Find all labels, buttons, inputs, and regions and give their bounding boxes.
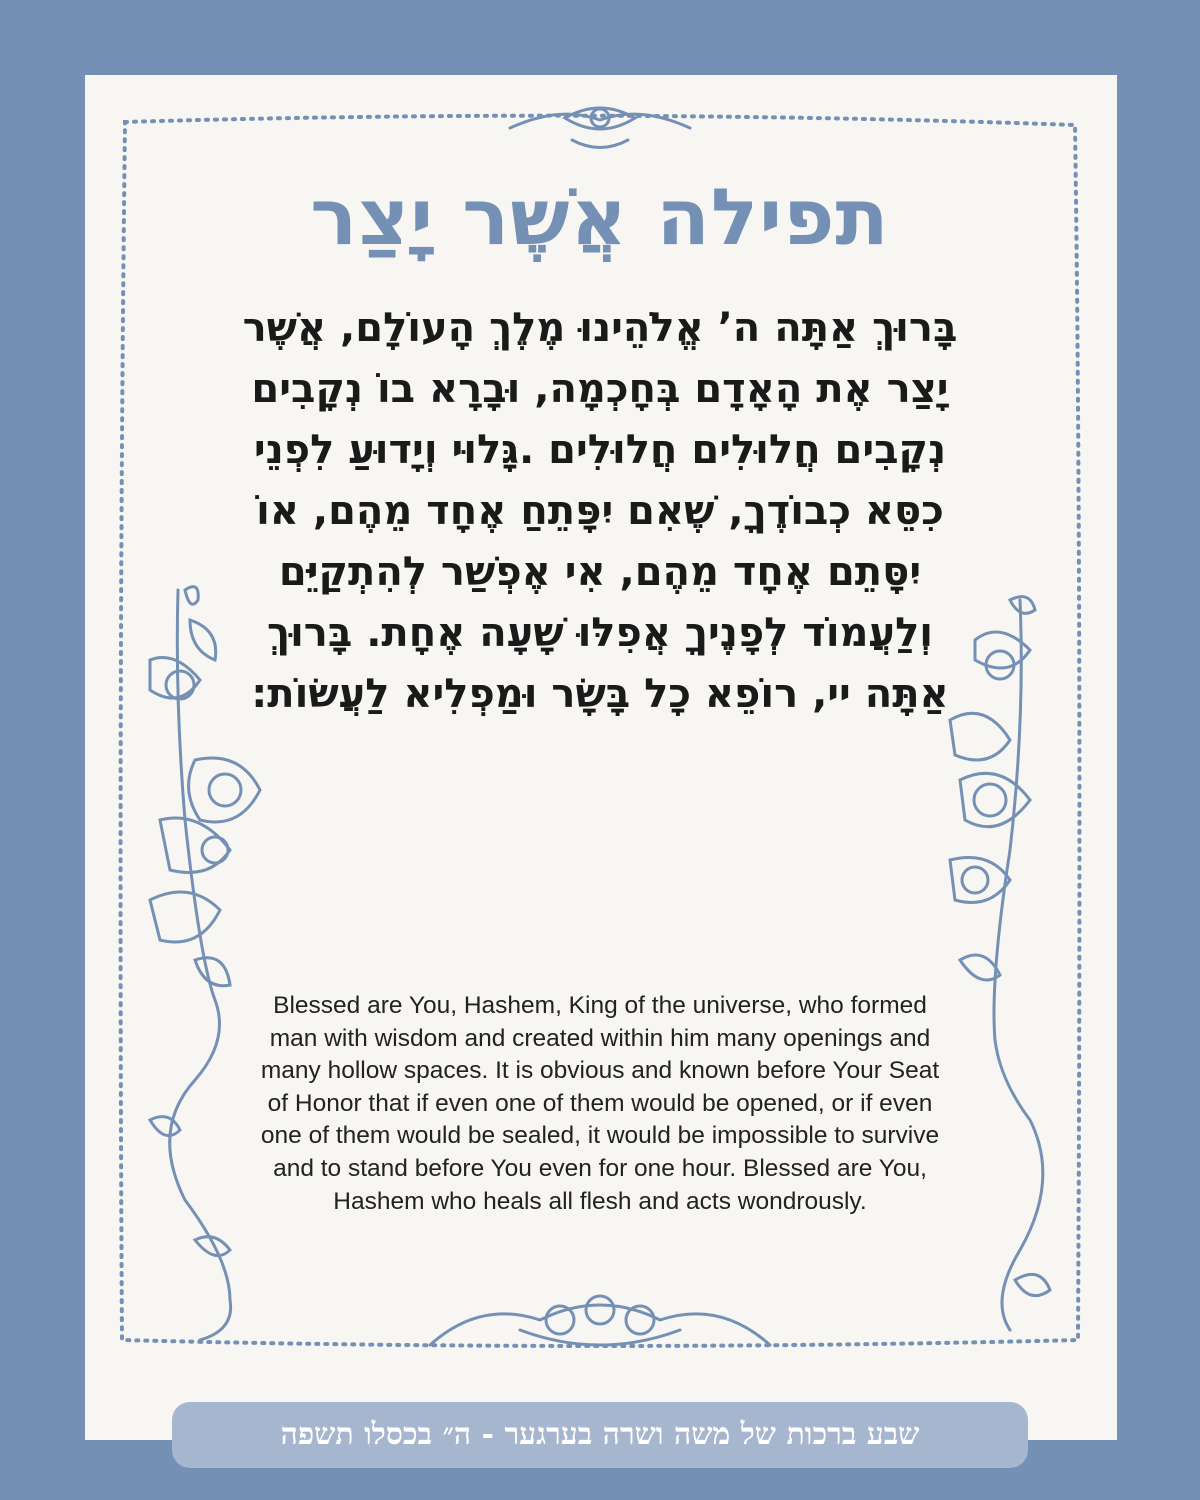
prayer-title: תפילה אֲשֶׁר יָצַר (310, 173, 890, 263)
prayer-card (85, 75, 1117, 1440)
english-translation: Blessed are You, Hashem, King of the universe, who formed man with wisdom and created within him many openings and many hollow spaces. It is obvious and known before Your Seat of Honor that if even one of them would be opened, or if even one of them would be sealed, it would be impossible to survive and to stand before You even for one hour. Blessed are You, Hashem who heals all flesh and acts wondrously. (260, 992, 940, 1215)
footer-dedication: שבע ברכות של משה ושרה בערגער - ה״ בכסלו תשפה (280, 1417, 920, 1452)
hebrew-prayer-text: בָּרוּךְ אַתָּה ה’ אֱלֹהֵינוּ מֶלֶךְ הָעוֹלָם, אֲשֶׁר יָצַר אֶת הָאָדָם בְּחָכְמָה, וּבָרָא בוֹ נְקָבִים נְקָבִים חֲלוּלִים חֲלוּלִים .גָּלוּי וְיָדוּעַ לִפְנֵי כִסֵּא כְבוֹדֶךָ, שֶׁאִם יִפָּתֵחַ אֶחָד מֵהֶם, אוֹ יִסָּתֵם אֶחָד מֵהֶם, אִי אֶפְשַׁר לְהִתְקַיֵּם וְלַעֲמוֹד לְפָנֶיךָ אֲפִלּוּ שָׁעָה אֶחָת. בָּרוּךְ אַתָּה יי, רוֹפֵא כָל בָּשָׂר וּמַפְלִיא לַעֲשׂוֹת: (242, 305, 958, 717)
